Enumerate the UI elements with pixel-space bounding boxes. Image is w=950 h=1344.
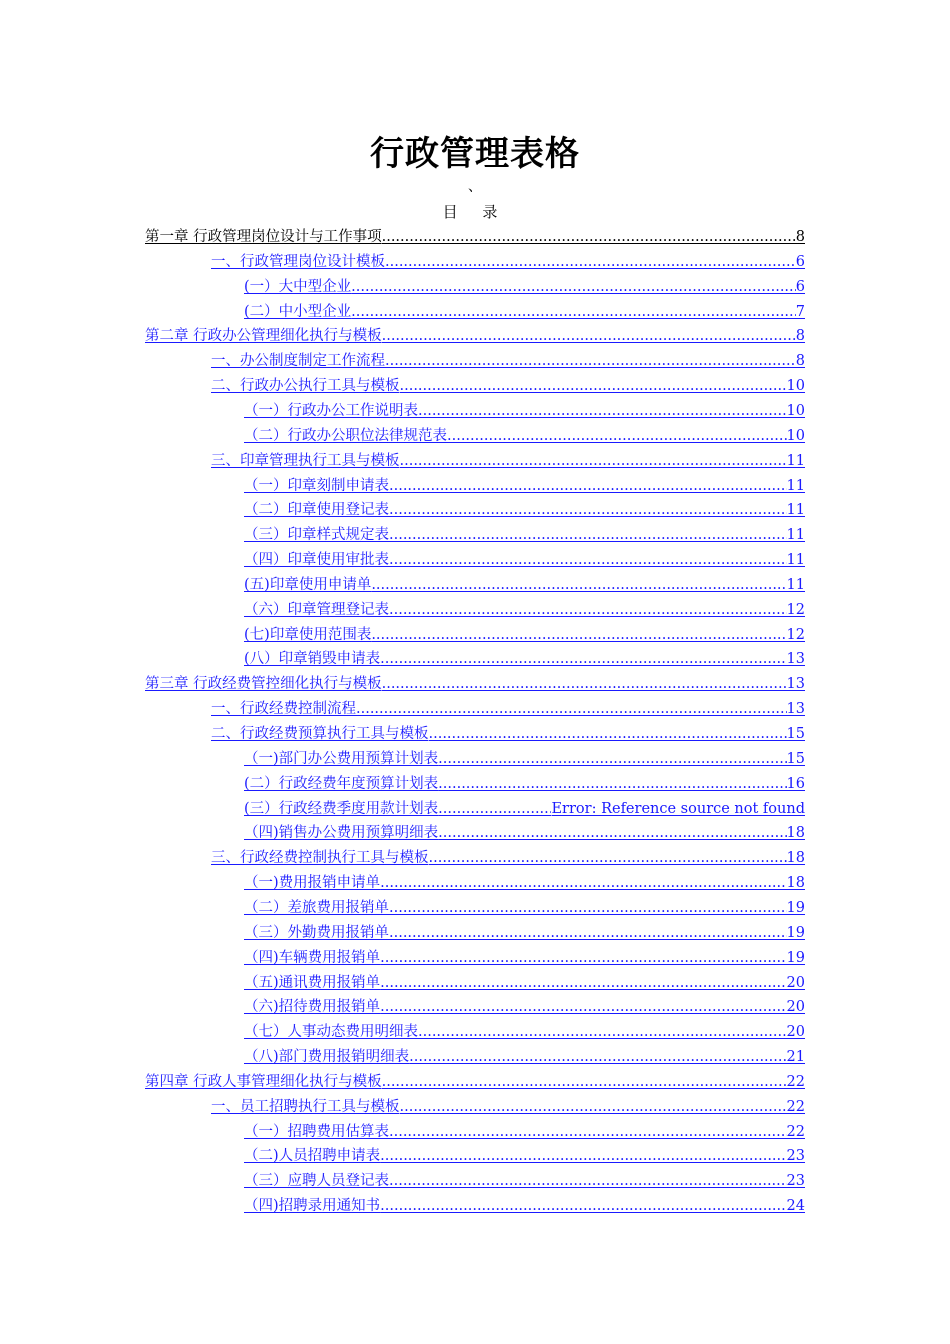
toc-dot-leader <box>389 921 787 945</box>
toc-entry[interactable] <box>244 498 805 522</box>
toc-entry[interactable] <box>244 821 805 845</box>
toc-entry-page: 8 <box>795 328 805 344</box>
toc-entry-page: 13 <box>786 701 805 717</box>
toc-entry[interactable] <box>244 399 805 423</box>
toc-dot-leader <box>389 896 787 920</box>
toc-entry-page: 8 <box>795 229 805 245</box>
toc-entry-page: 6 <box>795 279 805 295</box>
toc-entry[interactable] <box>244 971 805 995</box>
toc-dot-leader <box>389 548 787 572</box>
toc-entry-page: 11 <box>786 527 805 543</box>
toc-entry-page: 18 <box>786 850 805 866</box>
toc-entry[interactable] <box>244 623 805 647</box>
toc-entry-title: (二）行政经费年度预算计划表 <box>244 776 439 792</box>
toc-entry[interactable] <box>244 523 805 547</box>
toc-entry-title: (一）大中型企业 <box>244 279 352 295</box>
toc-entry[interactable] <box>145 1070 805 1094</box>
toc-entry-title: （一)费用报销申请单 <box>244 875 381 891</box>
toc-entry[interactable] <box>244 1169 805 1193</box>
toc-entry[interactable] <box>244 300 805 324</box>
toc-entry[interactable] <box>244 772 805 796</box>
toc-entry[interactable] <box>145 324 805 348</box>
toc-dot-leader <box>380 871 786 895</box>
toc-entry[interactable] <box>244 1194 805 1218</box>
toc-entry-title: （四)招聘录用通知书 <box>244 1198 381 1214</box>
toc-dot-leader <box>429 846 787 870</box>
toc-entry-page: 20 <box>786 975 805 991</box>
toc-dot-leader <box>438 821 786 845</box>
toc-entry-page: 19 <box>786 900 805 916</box>
toc-dot-leader <box>385 250 796 274</box>
toc-entry-title: （八)部门费用报销明细表 <box>244 1049 410 1065</box>
toc-entry[interactable] <box>244 548 805 572</box>
toc-entry-title: 一、员工招聘执行工具与模板 <box>211 1099 400 1115</box>
toc-entry-page: 12 <box>786 602 805 618</box>
toc-entry[interactable] <box>244 573 805 597</box>
toc-dot-leader <box>389 598 787 622</box>
toc-dot-leader <box>438 747 786 771</box>
toc-entry-title: 第三章 行政经费管控细化执行与模板 <box>145 676 382 692</box>
toc-entry-title: (七)印章使用范围表 <box>244 627 372 643</box>
toc-entry-title: （六)招待费用报销单 <box>244 999 381 1015</box>
toc-entry-page: 18 <box>786 825 805 841</box>
toc-dot-leader <box>438 797 551 821</box>
punctuation-mark: 、 <box>468 179 482 195</box>
toc-entry[interactable] <box>211 722 805 746</box>
toc-entry-page: 11 <box>786 453 805 469</box>
toc-entry-title: （一）印章刻制申请表 <box>244 478 389 494</box>
toc-entry-title: （三）应聘人员登记表 <box>244 1173 389 1189</box>
toc-entry-page: 15 <box>786 751 805 767</box>
toc-dot-leader <box>380 1144 786 1168</box>
toc-dot-leader <box>380 647 786 671</box>
toc-entry[interactable] <box>244 1120 805 1144</box>
toc-entry-title: （二）印章使用登记表 <box>244 502 389 518</box>
toc-dot-leader <box>371 573 786 597</box>
toc-entry-title: （一）招聘费用估算表 <box>244 1124 389 1140</box>
toc-entry[interactable] <box>211 697 805 721</box>
toc-entry-title: （七）人事动态费用明细表 <box>244 1024 418 1040</box>
toc-entry-page: 18 <box>786 875 805 891</box>
toc-dot-leader <box>447 424 787 448</box>
toc-entry-page: 8 <box>795 353 805 369</box>
toc-entry[interactable] <box>145 672 805 696</box>
toc-entry-page: 15 <box>786 726 805 742</box>
toc-dot-leader <box>409 1045 786 1069</box>
toc-entry[interactable] <box>244 797 805 821</box>
toc-entry-page: 10 <box>786 378 805 394</box>
toc-dot-leader <box>380 995 786 1019</box>
toc-dot-leader <box>380 1194 786 1218</box>
toc-entry[interactable] <box>244 871 805 895</box>
toc-heading: 目 录 <box>442 203 508 221</box>
toc-entry-title: 二、行政经费预算执行工具与模板 <box>211 726 429 742</box>
toc-dot-leader <box>380 971 786 995</box>
toc-entry[interactable] <box>211 449 805 473</box>
toc-entry[interactable] <box>211 250 805 274</box>
toc-entry-page: 13 <box>786 651 805 667</box>
toc-dot-leader <box>400 449 787 473</box>
toc-dot-leader <box>389 474 787 498</box>
toc-entry-page: 23 <box>786 1148 805 1164</box>
toc-entry[interactable] <box>211 846 805 870</box>
toc-entry-page: 10 <box>786 428 805 444</box>
toc-entry[interactable] <box>244 946 805 970</box>
toc-entry-page: 10 <box>786 403 805 419</box>
toc-entry-title: 三、行政经费控制执行工具与模板 <box>211 850 429 866</box>
toc-entry-page: 16 <box>786 776 805 792</box>
toc-dot-leader <box>400 1095 787 1119</box>
toc-entry-page: 20 <box>786 999 805 1015</box>
toc-entry-title: （二）差旅费用报销单 <box>244 900 389 916</box>
toc-entry[interactable] <box>244 598 805 622</box>
toc-entry-title: （二)人员招聘申请表 <box>244 1148 381 1164</box>
toc-dot-leader <box>389 1120 787 1144</box>
toc-dot-leader <box>418 1020 787 1044</box>
toc-dot-leader <box>438 772 786 796</box>
toc-entry[interactable] <box>244 1020 805 1044</box>
toc-dot-leader <box>382 225 796 249</box>
toc-dot-leader <box>371 623 786 647</box>
toc-entry-title: 第四章 行政人事管理细化执行与模板 <box>145 1074 382 1090</box>
toc-entry-page: 12 <box>786 627 805 643</box>
toc-entry-page: Error: Reference source not found <box>551 801 805 817</box>
toc-entry-title: (三）行政经费季度用款计划表 <box>244 801 439 817</box>
toc-entry-page: 24 <box>786 1198 805 1214</box>
toc-entry[interactable] <box>244 647 805 671</box>
toc-entry-title: 二、行政办公执行工具与模板 <box>211 378 400 394</box>
toc-entry-title: (八）印章销毁申请表 <box>244 651 381 667</box>
toc-entry[interactable] <box>244 1144 805 1168</box>
toc-entry-page: 11 <box>786 552 805 568</box>
toc-entry-title: （四）印章使用审批表 <box>244 552 389 568</box>
toc-dot-leader <box>389 498 787 522</box>
toc-dot-leader <box>389 1169 787 1193</box>
toc-entry-title: 一、行政管理岗位设计模板 <box>211 254 385 270</box>
toc-entry-title: （四)车辆费用报销单 <box>244 950 381 966</box>
toc-entry-title: 第二章 行政办公管理细化执行与模板 <box>145 328 382 344</box>
toc-entry-title: （五)通讯费用报销单 <box>244 975 381 991</box>
toc-entry-title: （一）行政办公工作说明表 <box>244 403 418 419</box>
toc-entry-page: 20 <box>786 1024 805 1040</box>
toc-entry-title: 一、办公制度制定工作流程 <box>211 353 385 369</box>
toc-entry-page: 7 <box>795 304 805 320</box>
toc-entry-title: （三）外勤费用报销单 <box>244 925 389 941</box>
toc-entry-title: （二）行政办公职位法律规范表 <box>244 428 447 444</box>
toc-dot-leader <box>418 399 787 423</box>
toc-entry-page: 11 <box>786 502 805 518</box>
toc-dot-leader <box>382 1070 787 1094</box>
toc-entry-title: （四)销售办公费用预算明细表 <box>244 825 439 841</box>
toc-entry-page: 19 <box>786 925 805 941</box>
toc-entry-title: 一、行政经费控制流程 <box>211 701 356 717</box>
toc-entry-title: （三）印章样式规定表 <box>244 527 389 543</box>
toc-entry-page: 19 <box>786 950 805 966</box>
toc-entry[interactable] <box>244 424 805 448</box>
toc-entry[interactable] <box>244 896 805 920</box>
toc-entry[interactable] <box>244 995 805 1019</box>
toc-entry-title: 三、印章管理执行工具与模板 <box>211 453 400 469</box>
toc-dot-leader <box>400 374 787 398</box>
toc-dot-leader <box>382 324 796 348</box>
toc-dot-leader <box>382 672 787 696</box>
toc-dot-leader <box>351 300 796 324</box>
toc-entry[interactable] <box>244 921 805 945</box>
toc-dot-leader <box>389 523 787 547</box>
toc-entry-title: （一)部门办公费用预算计划表 <box>244 751 439 767</box>
toc-entry[interactable] <box>244 275 805 299</box>
toc-entry[interactable] <box>211 374 805 398</box>
toc-entry-page: 21 <box>786 1049 805 1065</box>
toc-entry-page: 6 <box>795 254 805 270</box>
toc-entry-page: 22 <box>786 1124 805 1140</box>
toc-entry-page: 22 <box>786 1074 805 1090</box>
toc-entry[interactable] <box>211 1095 805 1119</box>
toc-entry-page: 11 <box>786 577 805 593</box>
toc-entry-page: 13 <box>786 676 805 692</box>
toc-entry-page: 23 <box>786 1173 805 1189</box>
toc-dot-leader <box>429 722 787 746</box>
toc-entry[interactable] <box>244 747 805 771</box>
toc-entry[interactable] <box>244 1045 805 1069</box>
toc-entry[interactable] <box>244 474 805 498</box>
toc-dot-leader <box>385 349 796 373</box>
toc-entry-title: (五)印章使用申请单 <box>244 577 372 593</box>
toc-entry[interactable] <box>211 349 805 373</box>
toc-entry-page: 22 <box>786 1099 805 1115</box>
toc-entry-title: （六）印章管理登记表 <box>244 602 389 618</box>
toc-dot-leader <box>351 275 796 299</box>
toc-dot-leader <box>356 697 787 721</box>
toc-entry-title: (二）中小型企业 <box>244 304 352 320</box>
toc-entry-title: 第一章 行政管理岗位设计与工作事项 <box>145 229 382 245</box>
toc-dot-leader <box>380 946 786 970</box>
toc-entry[interactable] <box>145 225 805 249</box>
toc-entry-page: 11 <box>786 478 805 494</box>
document-title: 行政管理表格 <box>370 134 580 174</box>
